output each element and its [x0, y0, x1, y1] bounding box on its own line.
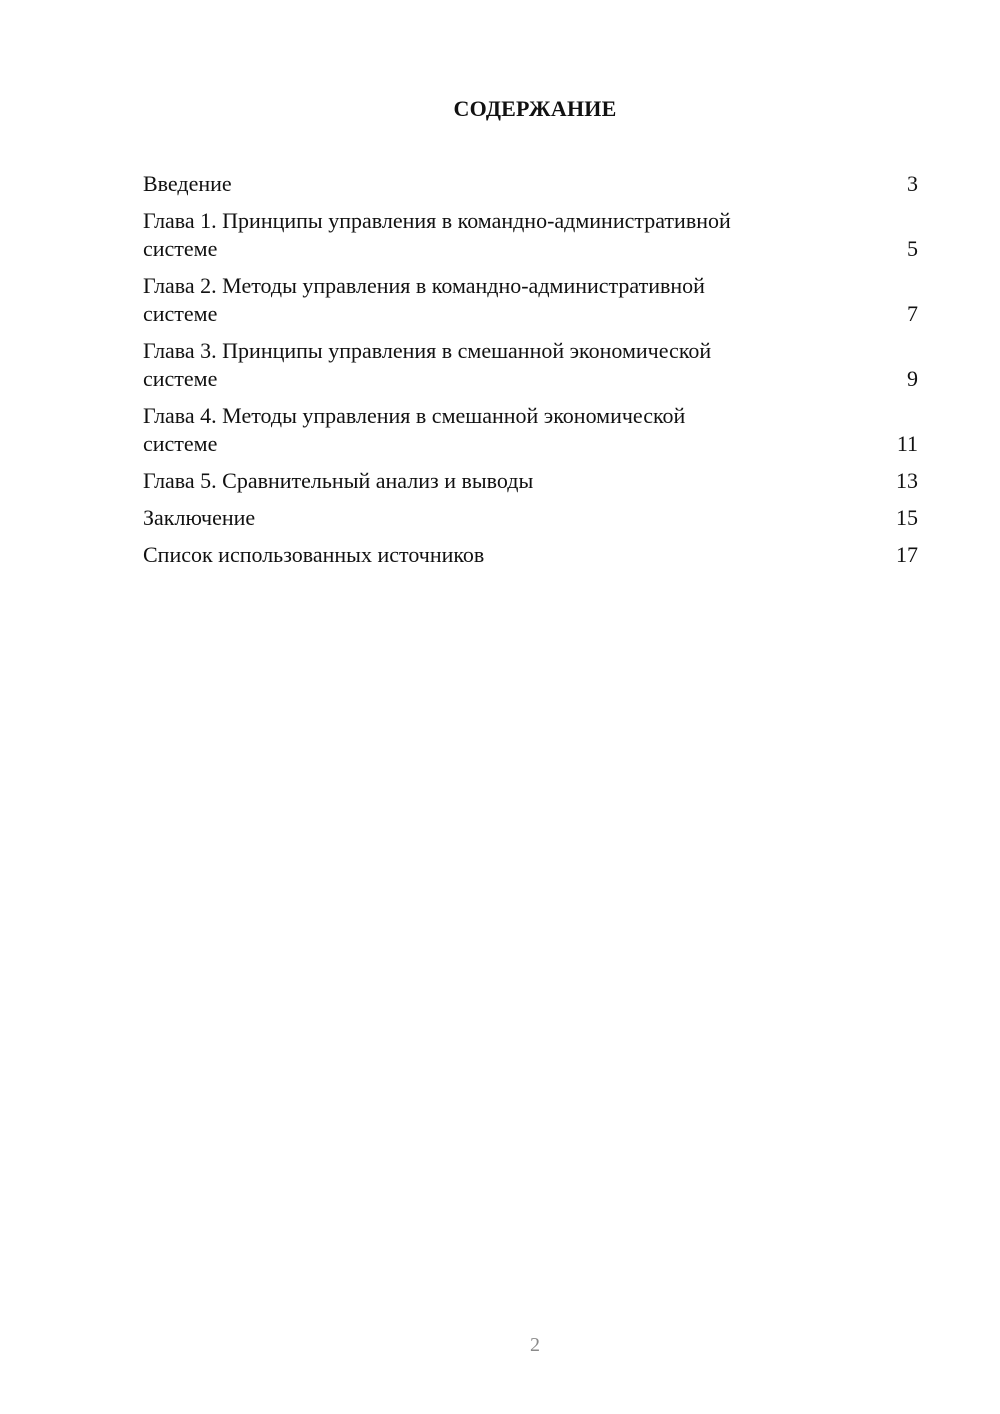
toc-entry-title-line1: Глава 3. Принципы управления в смешанной экономической [143, 338, 712, 363]
toc-entry-title-line2: системе [143, 431, 218, 456]
toc-entry-page-number: 9 [907, 366, 918, 391]
toc-entry-title-line1: Заключение [143, 505, 256, 530]
toc-entry-chapter-3 [143, 337, 918, 393]
page-title: СОДЕРЖАНИЕ [453, 96, 617, 121]
toc-entry-title [143, 467, 918, 495]
toc-entry-title [143, 402, 918, 458]
toc-entry-title-line2: системе [143, 366, 218, 391]
toc-entry-page-number: 15 [896, 505, 918, 530]
toc-entry-title [143, 207, 918, 263]
toc-entry-page-number: 7 [907, 301, 918, 326]
toc-entry-title-line2: системе [143, 301, 218, 326]
toc-entry-references [143, 541, 918, 569]
toc-entry-title-line2: системе [143, 236, 218, 261]
toc-entry-title [143, 504, 918, 532]
toc-entry-page-number: 13 [896, 468, 918, 493]
toc-entry-title-line1: Глава 5. Сравнительный анализ и выводы [143, 468, 534, 493]
toc-entry-title [143, 170, 918, 198]
toc-entry-title-line1: Введение [143, 171, 232, 196]
toc-entry-chapter-4 [143, 402, 918, 458]
toc-entry-page-number: 11 [896, 431, 918, 456]
toc-entry-introduction [143, 170, 918, 198]
toc-entry-chapter-2 [143, 272, 918, 328]
toc-entry-title [143, 541, 918, 569]
toc-entry-title [143, 337, 918, 393]
toc-entry-chapter-5 [143, 467, 918, 495]
toc-entry-page-number: 3 [907, 171, 918, 196]
toc-entry-title [143, 272, 918, 328]
toc-entry-chapter-1 [143, 207, 918, 263]
toc-entry-page-number: 17 [896, 542, 918, 567]
page-number: 2 [530, 1334, 540, 1356]
toc-entry-title-line1: Глава 2. Методы управления в командно-административной [143, 273, 705, 298]
table-of-contents [143, 170, 918, 578]
toc-entry-title-line1: Глава 4. Методы управления в смешанной экономической [143, 403, 686, 428]
toc-entry-title-line1: Список использованных источников [143, 542, 485, 567]
toc-entry-page-number: 5 [907, 236, 918, 261]
toc-entry-title-line1: Глава 1. Принципы управления в командно-административной [143, 208, 731, 233]
toc-entry-conclusion [143, 504, 918, 532]
